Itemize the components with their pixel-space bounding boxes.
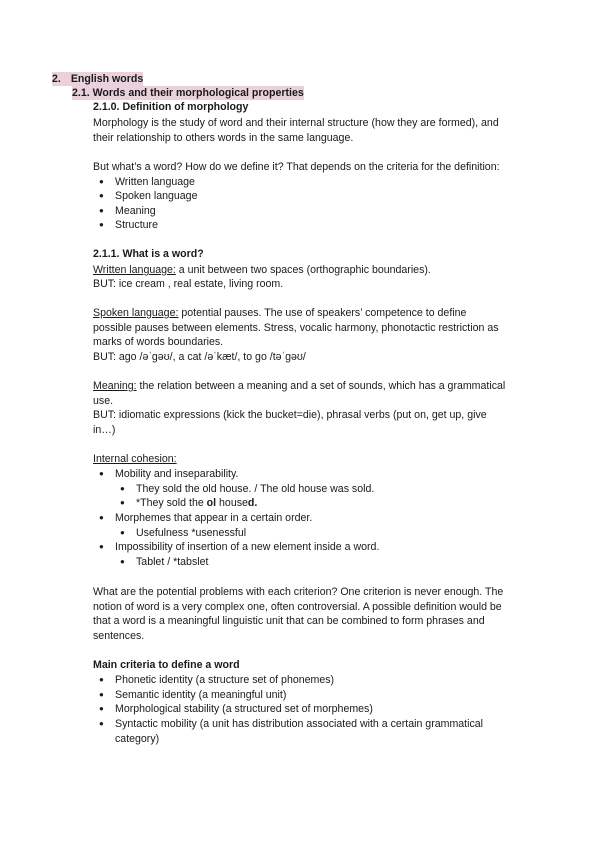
list-item: Morphological stability (a structured set of morphemes) bbox=[115, 703, 373, 715]
section-number: 2. bbox=[52, 73, 61, 85]
paragraph-line: BUT: idiomatic expressions (kick the bucket=die), phrasal verbs (put on, get up, give bbox=[93, 409, 487, 421]
bullet-icon: ● bbox=[120, 498, 125, 507]
paragraph-line: What are the potential problems with each criterion? One criterion is never enough. The bbox=[93, 586, 504, 598]
list-item: Meaning bbox=[115, 205, 156, 217]
bullet-icon: ● bbox=[120, 484, 125, 493]
paragraph-line: BUT: ago /əˈgəʊ/, a cat /əˈkæt/, to go /təˈgəʊ/ bbox=[93, 351, 306, 363]
spoken-language-text: potential pauses. The use of speakers’ competence to define bbox=[178, 307, 467, 319]
bullet-icon: ● bbox=[99, 704, 104, 713]
example-bold: ol bbox=[206, 497, 217, 509]
section-heading bbox=[52, 72, 143, 86]
list-item: Usefulness *usenessful bbox=[136, 527, 247, 539]
bullet-icon: ● bbox=[99, 542, 104, 551]
example-text: house bbox=[216, 497, 248, 509]
list-item bbox=[136, 496, 257, 510]
paragraph-line: use. bbox=[93, 395, 114, 407]
paragraph-line: their relationship to others words in the same language. bbox=[93, 132, 354, 144]
list-item: Spoken language bbox=[115, 190, 198, 202]
bullet-icon: ● bbox=[99, 206, 104, 215]
example-bold: d. bbox=[247, 497, 258, 509]
meaning-text: the relation between a meaning and a set of sounds, which has a grammatical bbox=[136, 380, 506, 392]
section-title: English words bbox=[70, 73, 144, 85]
what-is-word-title: 2.1.1. What is a word? bbox=[93, 248, 204, 260]
list-item: Mobility and inseparability. bbox=[115, 468, 239, 480]
paragraph-line: sentences. bbox=[93, 630, 145, 642]
paragraph-line: Morphology is the study of word and their internal structure (how they are formed), and bbox=[93, 117, 499, 129]
paragraph-line: BUT: ice cream , real estate, living room. bbox=[93, 278, 284, 290]
paragraph-line: in…) bbox=[93, 424, 116, 436]
list-item: Phonetic identity (a structure set of phonemes) bbox=[115, 674, 335, 686]
bullet-icon: ● bbox=[99, 191, 104, 200]
paragraph-line: But what’s a word? How do we define it? That depends on the criteria for the definition: bbox=[93, 161, 500, 173]
list-item-continuation: category) bbox=[115, 733, 160, 745]
written-language-label: Written language: bbox=[93, 264, 176, 276]
list-item: Morphemes that appear in a certain order. bbox=[115, 512, 313, 524]
bullet-icon: ● bbox=[99, 469, 104, 478]
meaning-label: Meaning: bbox=[93, 380, 137, 392]
list-item: Semantic identity (a meaningful unit) bbox=[115, 689, 287, 701]
meaning-line bbox=[93, 379, 505, 393]
bullet-icon: ● bbox=[99, 690, 104, 699]
list-item: Syntactic mobility (a unit has distribution associated with a certain grammatical bbox=[115, 718, 483, 730]
bullet-icon: ● bbox=[99, 675, 104, 684]
bullet-icon: ● bbox=[99, 220, 104, 229]
list-item: Structure bbox=[115, 219, 158, 231]
list-item: Impossibility of insertion of a new element inside a word. bbox=[115, 541, 380, 553]
bullet-icon: ● bbox=[99, 177, 104, 186]
spoken-language-label: Spoken language: bbox=[93, 307, 179, 319]
bullet-icon: ● bbox=[99, 513, 104, 522]
internal-cohesion-label: Internal cohesion: bbox=[93, 453, 177, 465]
list-item: They sold the old house. / The old house was sold. bbox=[136, 483, 375, 495]
example-text: *They sold the bbox=[136, 497, 207, 509]
bullet-icon: ● bbox=[120, 528, 125, 537]
spoken-language-line bbox=[93, 306, 466, 320]
paragraph-line: possible pauses between elements. Stress, vocalic harmony, phonotactic restriction as bbox=[93, 322, 499, 334]
definition-title: 2.1.0. Definition of morphology bbox=[93, 101, 249, 113]
paragraph-line: notion of word is a very complex one, often controversial. A possible definition would be bbox=[93, 601, 502, 613]
written-language-text: a unit between two spaces (orthographic boundaries). bbox=[175, 264, 431, 276]
main-criteria-title: Main criteria to define a word bbox=[93, 659, 240, 671]
bullet-icon: ● bbox=[99, 719, 104, 728]
list-item: Tablet / *tabslet bbox=[136, 556, 209, 568]
bullet-icon: ● bbox=[120, 557, 125, 566]
list-item: Written language bbox=[115, 176, 195, 188]
sub-heading: 2.1. Words and their morphological properties bbox=[72, 87, 304, 99]
paragraph-line: marks of words boundaries. bbox=[93, 336, 224, 348]
paragraph-line: that a word is a meaningful linguistic unit that can be combined to form phrases and bbox=[93, 615, 485, 627]
written-language-line bbox=[93, 263, 431, 277]
